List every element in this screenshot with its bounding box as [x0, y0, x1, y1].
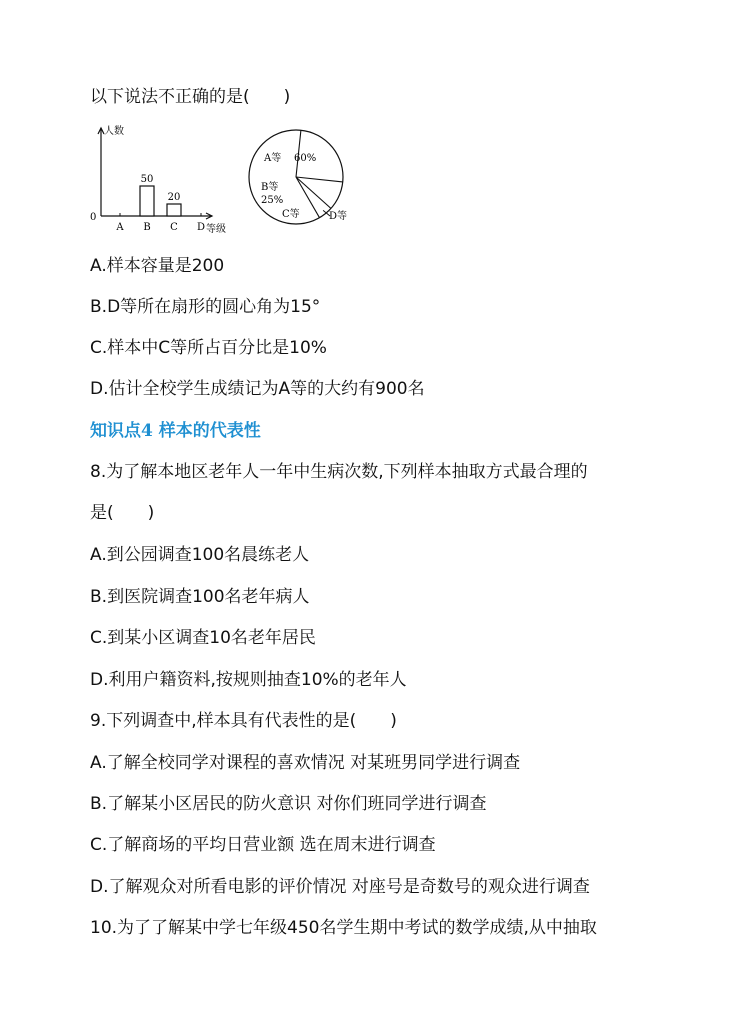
option-b: B.D等所在扇形的圆心角为15°: [90, 297, 321, 317]
option-a: A.样本容量是200: [90, 256, 225, 276]
question-9-stem: 9.下列调查中,样本具有代表性的是( ): [90, 711, 397, 731]
x-tick-label: D: [196, 222, 206, 233]
q9-option-c: C.了解商场的平均日营业额 选在周末进行调查: [90, 835, 436, 855]
q8-option-c: C.到某小区调查10名老年居民: [90, 628, 316, 648]
section-heading: 知识点4 样本的代表性: [90, 421, 261, 441]
slice-a-value: 60%: [294, 153, 317, 164]
question-10-stem: 10.为了了解某中学七年级450名学生期中考试的数学成绩,从中抽取: [90, 918, 597, 938]
q9-option-d: D.了解观众对所看电影的评价情况 对座号是奇数号的观众进行调查: [90, 877, 590, 897]
x-axis-label: 等级: [206, 224, 226, 235]
pie-chart: [249, 130, 347, 224]
bar-value-label: 20: [167, 192, 181, 203]
q9-option-a: A.了解全校同学对课程的喜欢情况 对某班男同学进行调查: [90, 753, 521, 773]
x-tick-label: B: [143, 222, 151, 233]
bar-C: [167, 204, 181, 216]
q9-option-b: B.了解某小区居民的防火意识 对你们班同学进行调查: [90, 794, 487, 814]
question-8-stem: 8.为了解本地区老年人一年中生病次数,下列样本抽取方式最合理的: [90, 462, 588, 482]
slice-c-label: C等: [282, 209, 300, 220]
q8-option-d: D.利用户籍资料,按规则抽查10%的老年人: [90, 670, 407, 690]
slice-d-label: D等: [329, 211, 348, 222]
bar-B: [140, 186, 154, 216]
question-8-stem-cont: 是( ): [90, 503, 155, 523]
q8-option-a: A.到公园调查100名晨练老人: [90, 545, 310, 565]
slice-a-label: A等: [264, 153, 282, 164]
q8-option-b: B.到医院调查100名老年病人: [90, 587, 310, 607]
bar-value-label: 50: [140, 174, 154, 185]
question-stem: 以下说法不正确的是( ): [90, 87, 291, 107]
slice-b-value: 25%: [261, 195, 284, 206]
y-axis-label: 人数: [104, 126, 124, 137]
option-c: C.样本中C等所占百分比是10%: [90, 338, 327, 358]
x-tick-label: A: [116, 222, 124, 233]
slice-b-label: B等: [261, 182, 279, 193]
option-d: D.估计全校学生成绩记为A等的大约有900名: [90, 379, 425, 399]
statistics-figure: [86, 120, 376, 240]
bar-chart: [90, 124, 226, 235]
x-tick-label: C: [170, 222, 178, 233]
origin-label: 0: [90, 212, 97, 223]
